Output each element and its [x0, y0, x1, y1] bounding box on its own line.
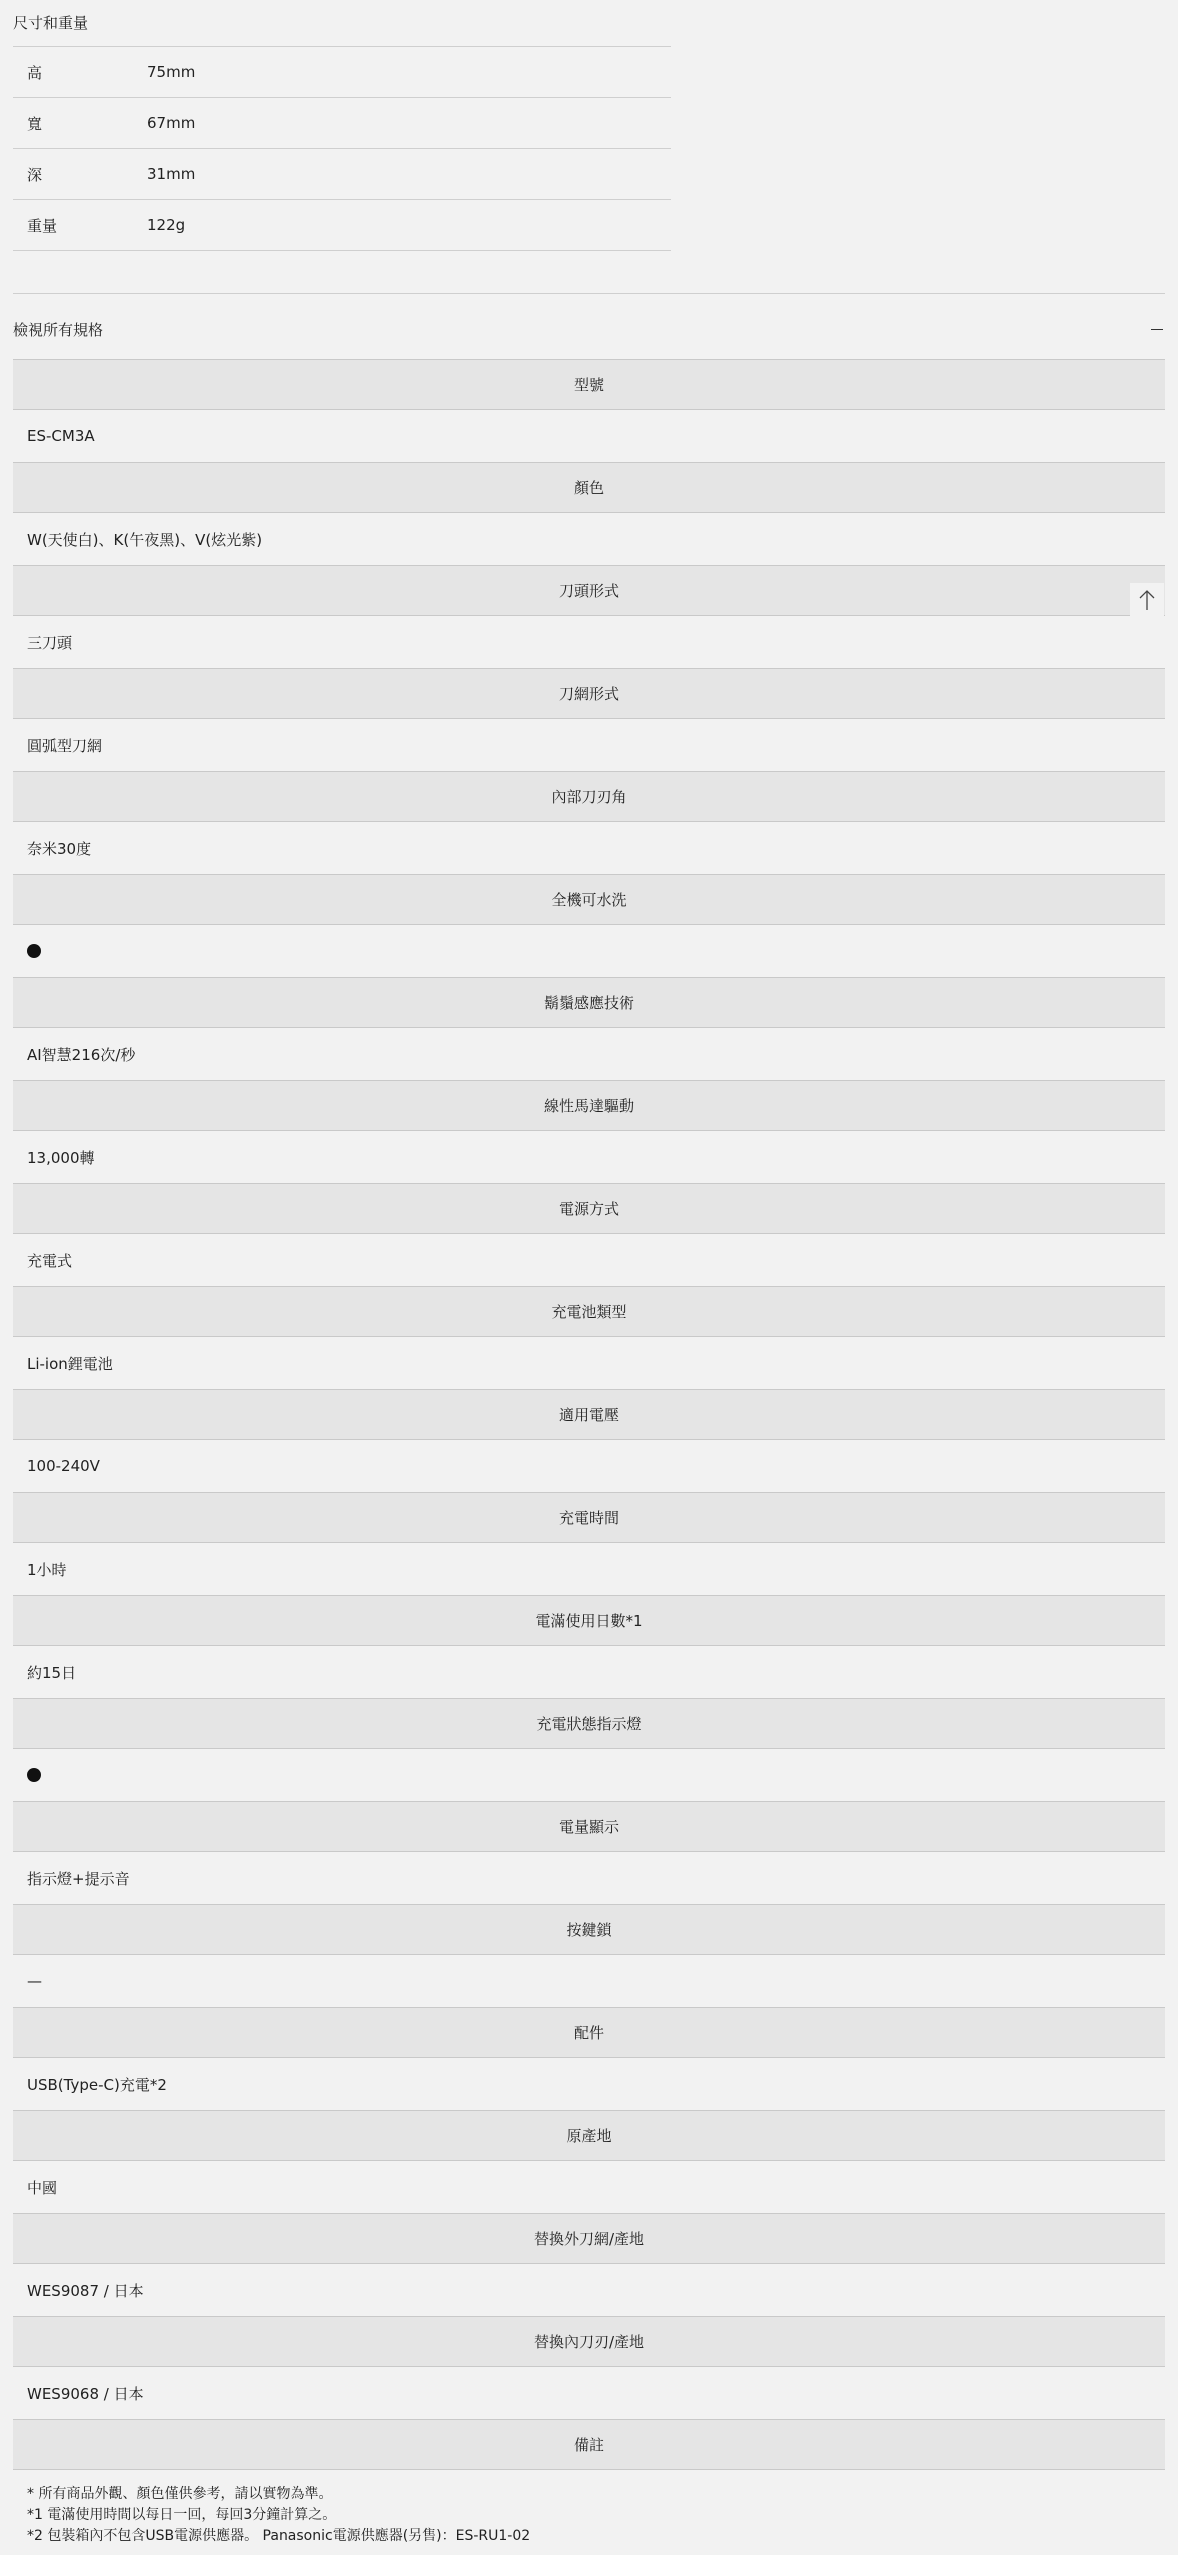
spec-header: 替換外刀網/產地: [13, 2213, 1165, 2264]
spec-header: 按鍵鎖: [13, 1904, 1165, 1955]
spec-header: 原產地: [13, 2110, 1165, 2161]
spec-value: WES9068 / 日本: [27, 2384, 144, 2403]
dimension-value: 75mm: [147, 63, 196, 81]
spec-header: 備註: [13, 2419, 1165, 2470]
spec-value: 100-240V: [27, 1457, 100, 1475]
spec-value: 約15日: [27, 1663, 77, 1682]
spec-value: 充電式: [27, 1251, 73, 1270]
spec-value: —: [27, 1972, 42, 1990]
view-all-specs-toggle[interactable]: [13, 318, 1165, 340]
spec-value: AI智慧216次/秒: [27, 1045, 136, 1064]
spec-header: 電量顯示: [13, 1801, 1165, 1852]
spec-value: [13, 1749, 1165, 1801]
dimension-label: 重量: [27, 216, 58, 235]
back-to-top-button[interactable]: [1130, 583, 1164, 617]
spec-value: WES9087 / 日本: [27, 2281, 144, 2300]
dimension-value: 122g: [147, 216, 186, 234]
spec-header: 全機可水洗: [13, 874, 1165, 925]
view-all-specs-label: 檢視所有規格: [13, 320, 104, 339]
dimension-row: [13, 98, 671, 149]
dimension-row: [13, 149, 671, 200]
spec-table: [13, 359, 1165, 2547]
spec-value: Li-ion鋰電池: [27, 1354, 113, 1373]
dimension-label: 高: [27, 63, 43, 82]
spec-value: 奈米30度: [27, 839, 92, 858]
spec-value: USB(Type-C)充電*2: [27, 2075, 167, 2094]
spec-value: ES-CM3A: [27, 427, 95, 445]
spec-header: 充電時間: [13, 1492, 1165, 1543]
spec-value: 13,000轉: [27, 1148, 95, 1167]
dimension-label: 寬: [27, 114, 43, 133]
filled-dot-icon: [27, 1768, 41, 1782]
spec-value: 中國: [27, 2178, 58, 2197]
spec-header: 適用電壓: [13, 1389, 1165, 1440]
spec-header: 充電狀態指示燈: [13, 1698, 1165, 1749]
spec-value: 1小時: [27, 1560, 67, 1579]
filled-dot-icon: [27, 944, 41, 958]
spec-header: 鬍鬚感應技術: [13, 977, 1165, 1028]
dimension-value: 67mm: [147, 114, 196, 132]
spec-header: 電源方式: [13, 1183, 1165, 1234]
spec-header: 刀頭形式: [13, 565, 1165, 616]
spec-header: 顏色: [13, 462, 1165, 513]
dimension-value: 31mm: [147, 165, 196, 183]
spec-header: 替換內刀刃/產地: [13, 2316, 1165, 2367]
minus-icon[interactable]: [1151, 329, 1163, 330]
dimensions-table: [13, 46, 671, 251]
spec-header: 刀網形式: [13, 668, 1165, 719]
spec-header: 充電池類型: [13, 1286, 1165, 1337]
dimension-row: [13, 200, 671, 251]
section-divider: [13, 293, 1165, 294]
dimension-label: 深: [27, 165, 43, 184]
spec-header: 內部刀刃角: [13, 771, 1165, 822]
note-line: *1 電滿使用時間以每日一回，每回3分鐘計算之。: [27, 2507, 337, 2523]
spec-value: 圓弧型刀網: [27, 736, 103, 755]
spec-value: [13, 925, 1165, 977]
spec-value: 三刀頭: [27, 633, 73, 652]
dimension-row: [13, 47, 671, 98]
spec-value: 指示燈+提示音: [27, 1869, 130, 1888]
note-line: *2 包裝箱內不包含USB電源供應器。 Panasonic電源供應器(另售)：ES-RU1-02: [27, 2528, 531, 2544]
arrow-up-icon: [1138, 589, 1156, 611]
note-line: * 所有商品外觀、顏色僅供參考，請以實物為準。: [27, 2486, 333, 2502]
spec-header: 配件: [13, 2007, 1165, 2058]
dimensions-title: 尺寸和重量: [13, 14, 89, 32]
spec-notes: [13, 2470, 1165, 2547]
spec-header: 電滿使用日數*1: [13, 1595, 1165, 1646]
spec-header: 線性馬達驅動: [13, 1080, 1165, 1131]
spec-header: 型號: [13, 359, 1165, 410]
spec-value: W(天使白)、K(午夜黑)、V(炫光紫): [27, 530, 263, 549]
